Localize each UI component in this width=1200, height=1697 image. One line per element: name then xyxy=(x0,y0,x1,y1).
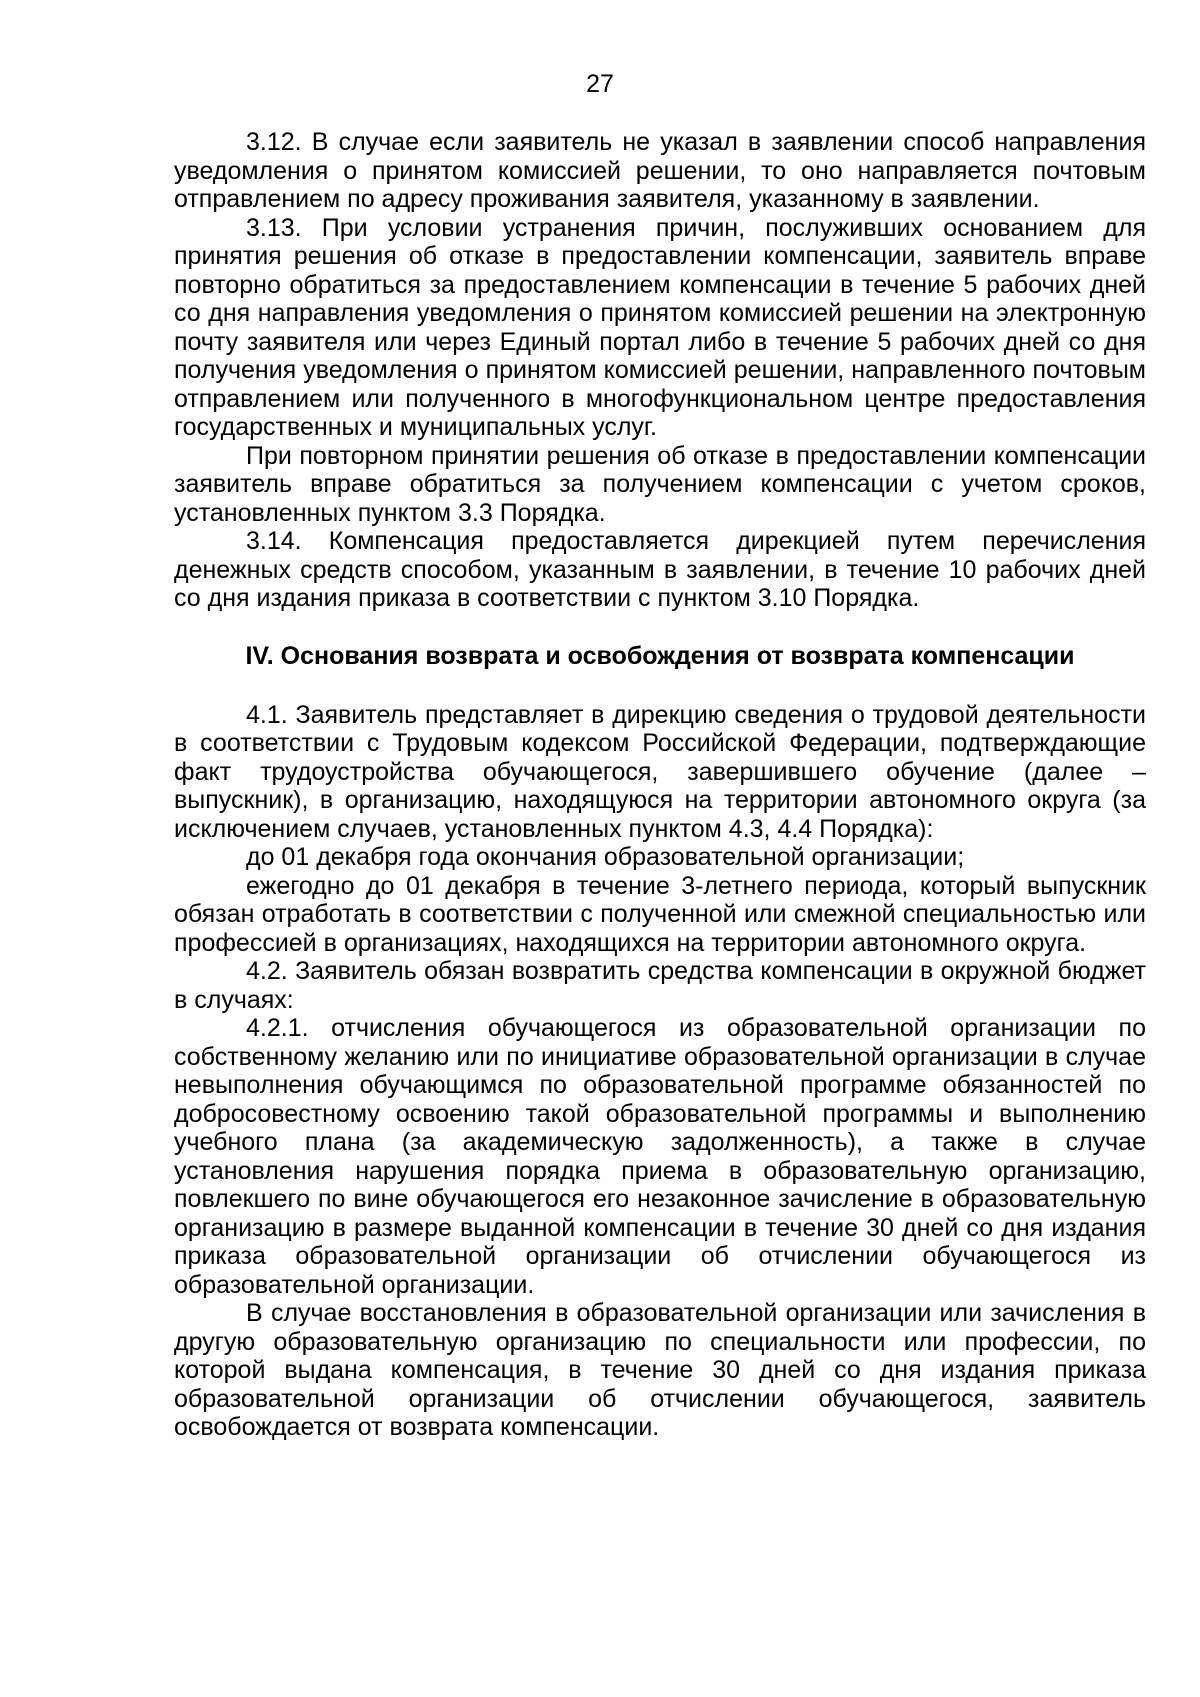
document-body xyxy=(174,128,1146,1442)
paragraph-4-2: 4.2. Заявитель обязан возвратить средства компенсации в окружной бюджет в случаях: xyxy=(174,957,1146,1014)
paragraph-4-1-deadline-annual: ежегодно до 01 декабря в течение 3-летнего периода, который выпускник обязан отработать в соответствии с полученной или смежной специальностью или профессией в организациях, находящихся на территории автономного округа. xyxy=(174,871,1146,957)
paragraph-3-13-repeat-refusal: При повторном принятии решения об отказе в предоставлении компенсации заявитель вправе обратиться за получением компенсации с учетом сроков, установленных пунктом 3.3 Порядка. xyxy=(174,441,1146,527)
paragraph-4-1: 4.1. Заявитель представляет в дирекцию сведения о трудовой деятельности в соответствии с Трудовым кодексом Российской Федерации, подтверждающие факт трудоустройства обучающегося, завершившего обучение (далее – выпускник), в организацию, находящуюся на территории автономного округа (за исключением случаев, установленных пунктом 4.3, 4.4 Порядка): xyxy=(174,700,1146,843)
paragraph-4-2-1: 4.2.1. отчисления обучающегося из образовательной организации по собственному желанию или по инициативе образовательной организации в случае невыполнения обучающимся по образовательной программе обязанностей по добросовестному освоению такой образовательной программы и выполнению учебного плана (за академическую задолженность), а также в случае установления нарушения порядка приема в образовательную организацию, повлекшего по вине обучающегося его незаконное зачисление в образовательную организацию в размере выданной компенсации в течение 30 дней со дня издания приказа образовательной организации об отчислении обучающегося из образовательной организации. xyxy=(174,1014,1146,1299)
paragraph-3-13: 3.13. При условии устранения причин, послуживших основанием для принятия решения об отказе в предоставлении компенсации, заявитель вправе повторно обратиться за предоставлением компенсации в течение 5 рабочих дней со дня направления уведомления о принятом комиссией решении на электронную почту заявителя или через Единый портал либо в течение 5 рабочих дней со дня получения уведомления о принятом комиссией решении, направленного почтовым отправлением или полученного в многофункциональном центре предоставления государственных и муниципальных услуг. xyxy=(174,213,1146,441)
paragraph-3-12: 3.12. В случае если заявитель не указал в заявлении способ направления уведомления о принятом комиссией решении, то оно направляется почтовым отправлением по адресу проживания заявителя, указанному в заявлении. xyxy=(174,128,1146,213)
paragraph-4-1-deadline-first: до 01 декабря года окончания образовательной организации; xyxy=(246,843,965,871)
section-heading: IV. Основания возврата и освобождения от возврата компенсации xyxy=(245,641,1075,670)
paragraph-3-14: 3.14. Компенсация предоставляется дирекцией путем перечисления денежных средств способом, указанным в заявлении, в течение 10 рабочих дней со дня издания приказа в соответствии с пунктом 3.10 Порядка. xyxy=(174,527,1146,612)
paragraph-4-2-1-exemption: В случае восстановления в образовательной организации или зачисления в другую образовательную организацию по специальности или профессии, по которой выдана компенсация, в течение 30 дней со дня издания приказа образовательной организации об отчислении обучающегося, заявитель освобождается от возврата компенсации. xyxy=(174,1299,1146,1441)
page-number: 27 xyxy=(586,70,614,98)
